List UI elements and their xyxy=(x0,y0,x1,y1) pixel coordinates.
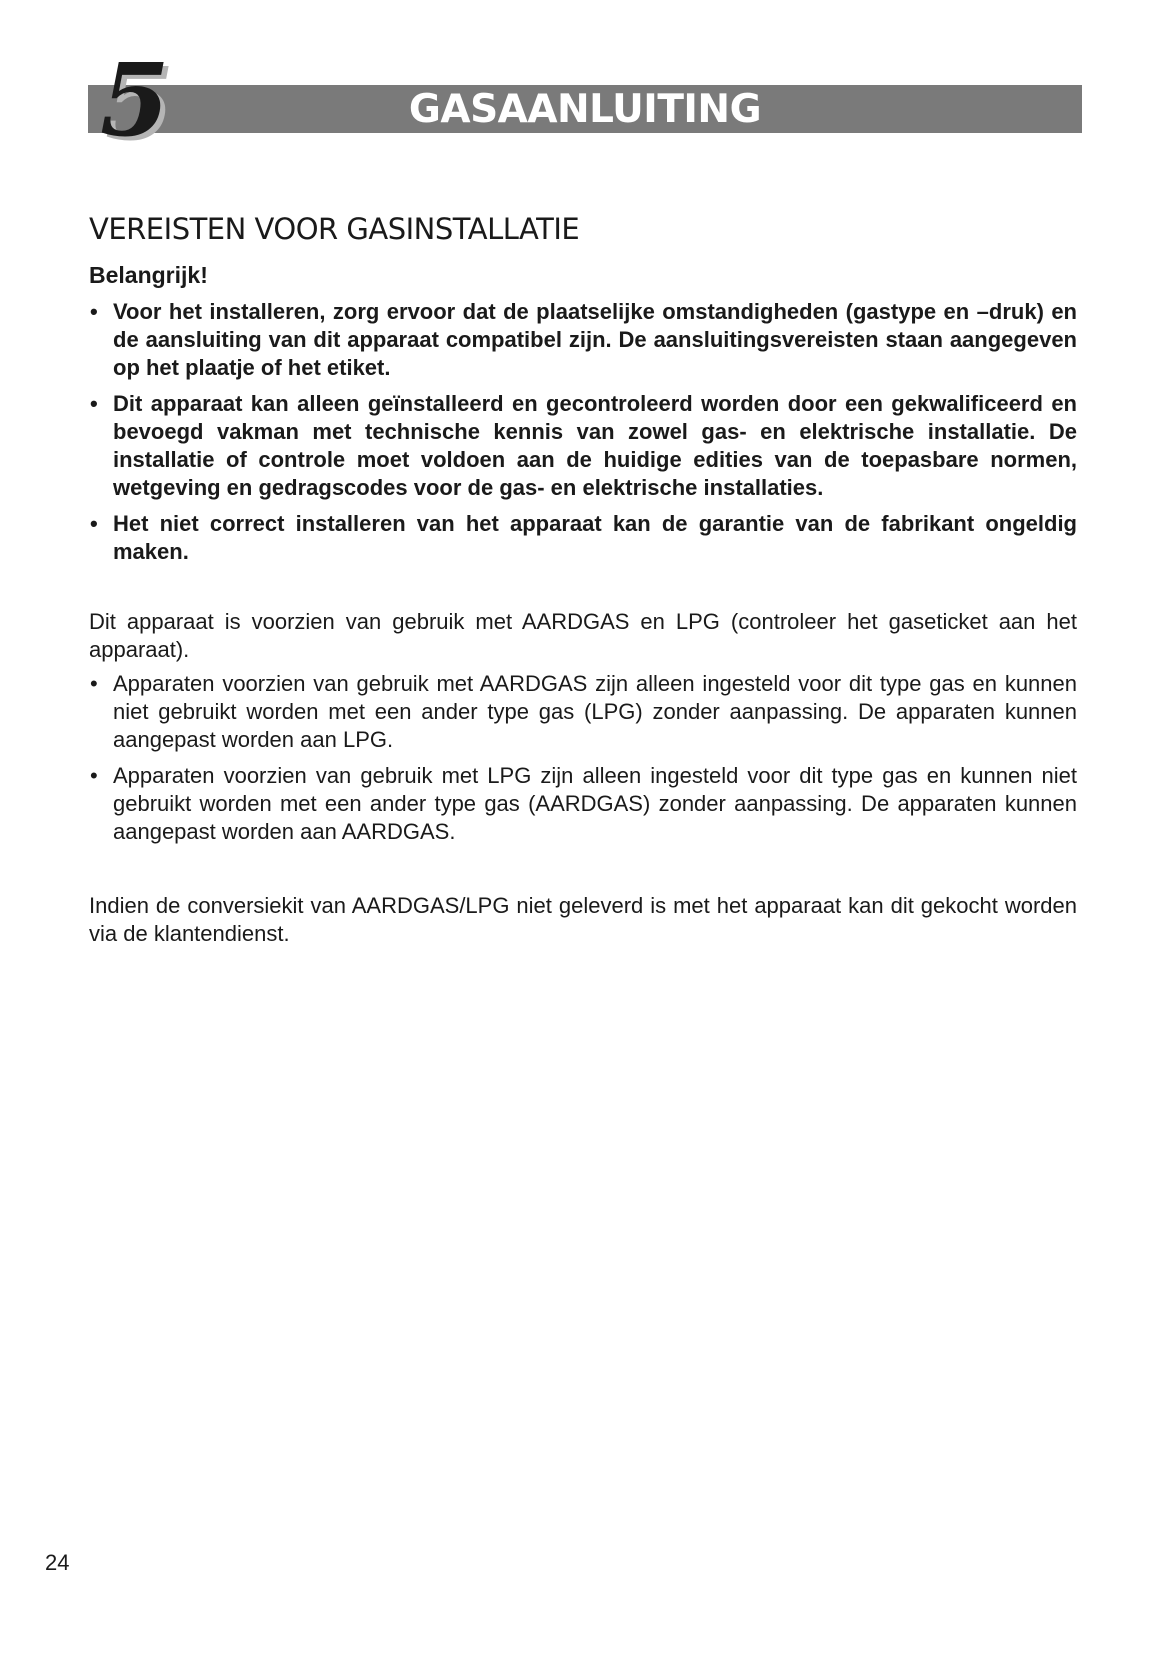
list-item xyxy=(89,762,1077,846)
bullet-icon: • xyxy=(90,511,98,536)
bullet-icon: • xyxy=(90,671,98,696)
list-item-text: Voor het installeren, zorg ervoor dat de plaatselijke omstandigheden (gastype en –druk) en de aansluiting van dit apparaat compatibel zijn. De aansluitingsvereisten staan aangegeven op het plaatje of het etiket. xyxy=(113,299,1077,380)
chapter-title: GASAANLUITING xyxy=(408,87,762,132)
list-item-text: Apparaten voorzien van gebruik met LPG zijn alleen ingesteld voor dit type gas en kunnen niet gebruikt worden met een ander type gas (AARDGAS) zonder aanpassing. De apparaten kunnen aangepast worden aan AARDGAS. xyxy=(113,763,1077,844)
section-title: VEREISTEN VOOR GASINSTALLATIE xyxy=(89,212,580,246)
important-bullet-list xyxy=(89,298,1077,574)
closing-paragraph: Indien de conversiekit van AARDGAS/LPG niet geleverd is met het apparaat kan dit gekocht worden via de klantendienst. xyxy=(89,893,1077,946)
gas-type-bullet-list xyxy=(89,670,1077,854)
list-item xyxy=(89,298,1077,382)
bullet-icon: • xyxy=(90,763,98,788)
bullet-icon: • xyxy=(90,299,98,324)
chapter-number: 5 xyxy=(100,41,170,159)
list-item-text: Dit apparaat kan alleen geïnstalleerd en gecontroleerd worden door een gekwalificeerd en bevoegd vakman met technische kennis van zowel gas- en elektrische installatie. De installatie of controle moet voldoen aan de huidige edities van de toepasbare normen, wetgeving en gedragscodes voor de gas- en elektrische installaties. xyxy=(113,391,1077,500)
list-item-text: Het niet correct installeren van het apparaat kan de garantie van de fabrikant ongeldig maken. xyxy=(113,511,1077,564)
list-item xyxy=(89,670,1077,754)
list-item xyxy=(89,510,1077,566)
page-number: 24 xyxy=(45,1550,70,1575)
important-label: Belangrijk! xyxy=(89,262,208,288)
intro-paragraph: Dit apparaat is voorzien van gebruik met AARDGAS en LPG (controleer het gaseticket aan het apparaat). xyxy=(89,609,1077,662)
bullet-icon: • xyxy=(90,391,98,416)
list-item xyxy=(89,390,1077,502)
list-item-text: Apparaten voorzien van gebruik met AARDGAS zijn alleen ingesteld voor dit type gas en kunnen niet gebruikt worden met een ander type gas (LPG) zonder aanpassing. De apparaten kunnen aangepast worden aan LPG. xyxy=(113,671,1077,752)
